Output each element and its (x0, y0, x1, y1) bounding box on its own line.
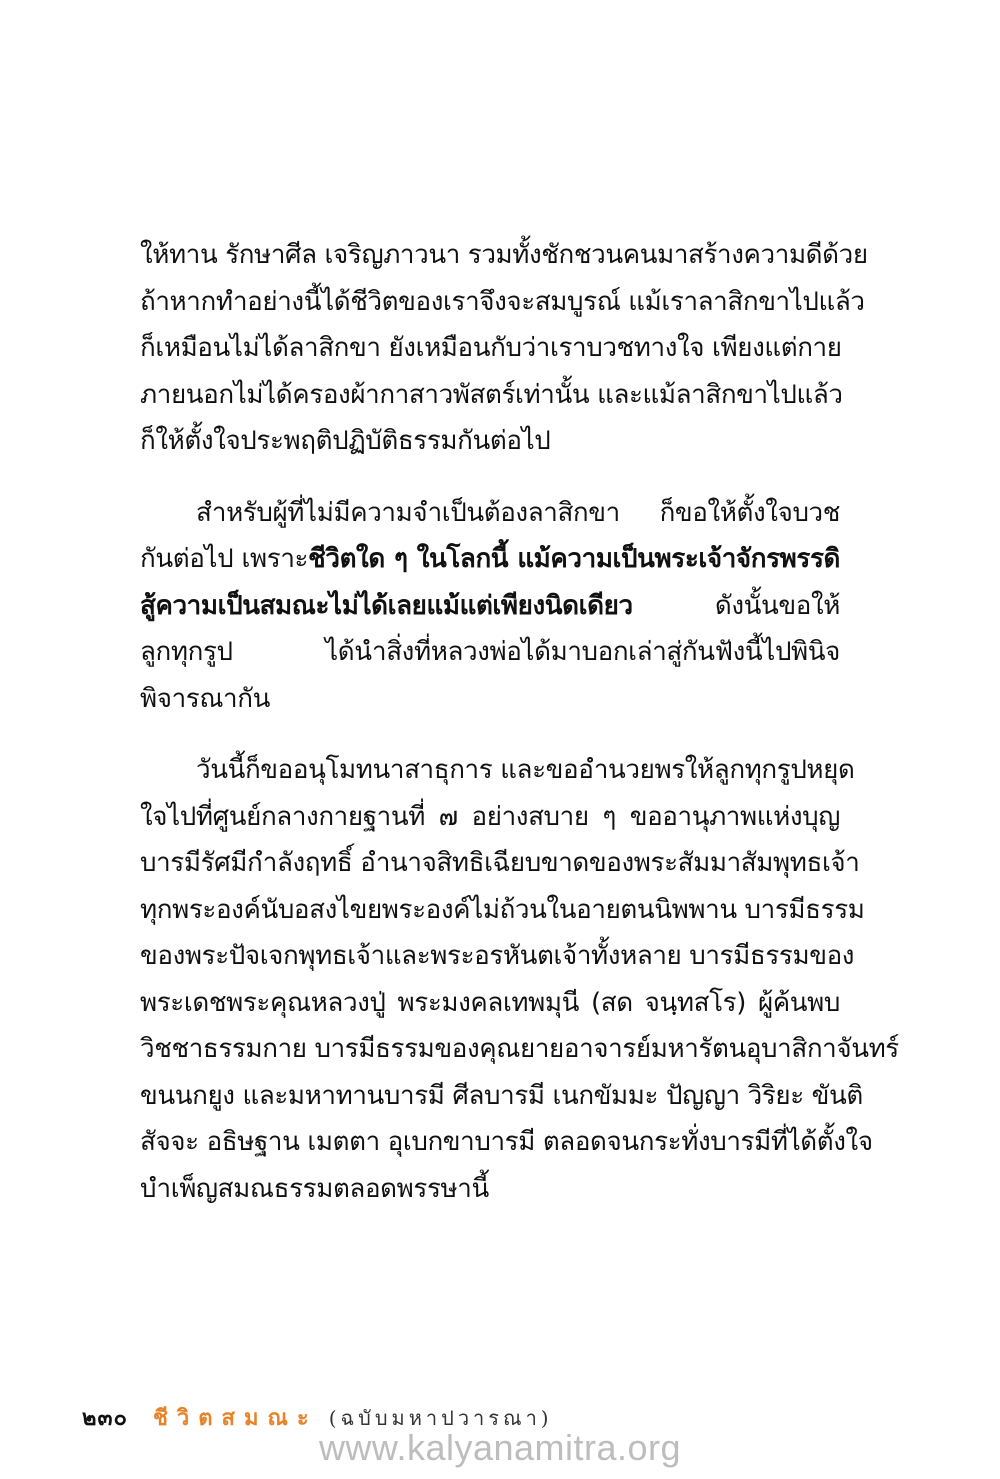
paragraph-line: ก็เหมือนไม่ได้ลาสิกขา ยังเหมือนกับว่าเราบวชทางใจ เพียงแต่กาย (140, 333, 842, 363)
website-watermark: www.kalyanamitra.org (318, 1427, 682, 1468)
paragraph-line-mixed (140, 536, 840, 583)
paragraph-line: ทุกพระองค์นับอสงไขยพระองค์ไม่ถ้วนในอายตนนิพพาน บารมีธรรม (140, 894, 865, 925)
paragraph-line: ลูกทุกรูป ได้นำสิ่งที่หลวงพ่อได้มาบอกเล่าสู่กันฟังนี้ไปพินิจ (140, 637, 840, 667)
paragraph-line: ของพระปัจเจกพุทธเจ้าและพระอรหันตเจ้าทั้งหลาย บารมีธรรมของ (140, 941, 855, 971)
plain-text: กันต่อไป เพราะ (140, 544, 309, 574)
paragraph-line: ใจไปที่ศูนย์กลางกายฐานที่ ๗ อย่างสบาย ๆ ขออานุภาพแห่งบุญ (140, 801, 840, 832)
paragraph-1 (140, 232, 868, 465)
plain-text: ดังนั้นขอให้ (632, 590, 840, 621)
page-number: ๒๓๐ (82, 1406, 128, 1431)
book-subtitle: (ฉบับมหาปวารณา) (328, 1406, 553, 1430)
paragraph-2 (140, 490, 840, 723)
paragraph-line: ให้ทาน รักษาศีล เจริญภาวนา รวมทั้งชักชวนคนมาสร้างความดีด้วย (140, 240, 868, 270)
emphasis-text: สู้ความเป็นสมณะไม่ได้เลยแม้แต่เพียงนิดเดียว (140, 590, 633, 621)
paragraph-spacer (140, 722, 840, 747)
paragraph-line-mixed (140, 583, 840, 630)
emphasis-text: ชีวิตใด ๆ ในโลกนี้ แม้ความเป็นพระเจ้าจักรพรรดิ (308, 544, 841, 574)
paragraph-line: พิจารณากัน (140, 683, 270, 714)
paragraph-line: ภายนอกไม่ได้ครองผ้ากาสาวพัสตร์เท่านั้น และแม้ลาสิกขาไปแล้ว (140, 379, 843, 410)
paragraph-line: ก็ให้ตั้งใจประพฤติปฏิบัติธรรมกันต่อไป (140, 426, 551, 456)
paragraph-line: บารมีรัศมีกำลังฤทธิ์ อำนาจสิทธิเฉียบขาดของพระสัมมาสัมพุทธเจ้า (140, 848, 860, 878)
paragraph-line: บำเพ็ญสมณธรรมตลอดพรรษานี้ (140, 1173, 489, 1204)
body-text (140, 232, 899, 1212)
paragraph-3 (140, 747, 899, 1212)
paragraph-spacer (140, 465, 840, 490)
paragraph-line: วันนี้ก็ขออนุโมทนาสาธุการ และขออำนวยพรให้ลูกทุกรูปหยุด (196, 755, 855, 785)
paragraph-line: สำหรับผู้ที่ไม่มีความจำเป็นต้องลาสิกขา ก็ขอให้ตั้งใจบวช (196, 497, 840, 528)
paragraph-line: ขนนกยูง และมหาทานบารมี ศีลบารมี เนกขัมมะ ปัญญา วิริยะ ขันติ (140, 1080, 863, 1111)
paragraph-line: สัจจะ อธิษฐาน เมตตา อุเบกขาบารมี ตลอดจนกระทั่งบารมีที่ได้ตั้งใจ (140, 1127, 873, 1157)
paragraph-line: ถ้าหากทำอย่างนี้ได้ชีวิตของเราจึงจะสมบูรณ์ แม้เราลาสิกขาไปแล้ว (140, 286, 865, 317)
paragraph-line: พระเดชพระคุณหลวงปู่ พระมงคลเทพมุนี (สด จนฺทสโร) ผู้ค้นพบ (140, 987, 840, 1018)
paragraph-line: วิชชาธรรมกาย บารมีธรรมของคุณยายอาจารย์มหารัตนอุบาสิกาจันทร์ (140, 1034, 899, 1064)
book-title: ชีวิตสมณะ (152, 1406, 318, 1431)
